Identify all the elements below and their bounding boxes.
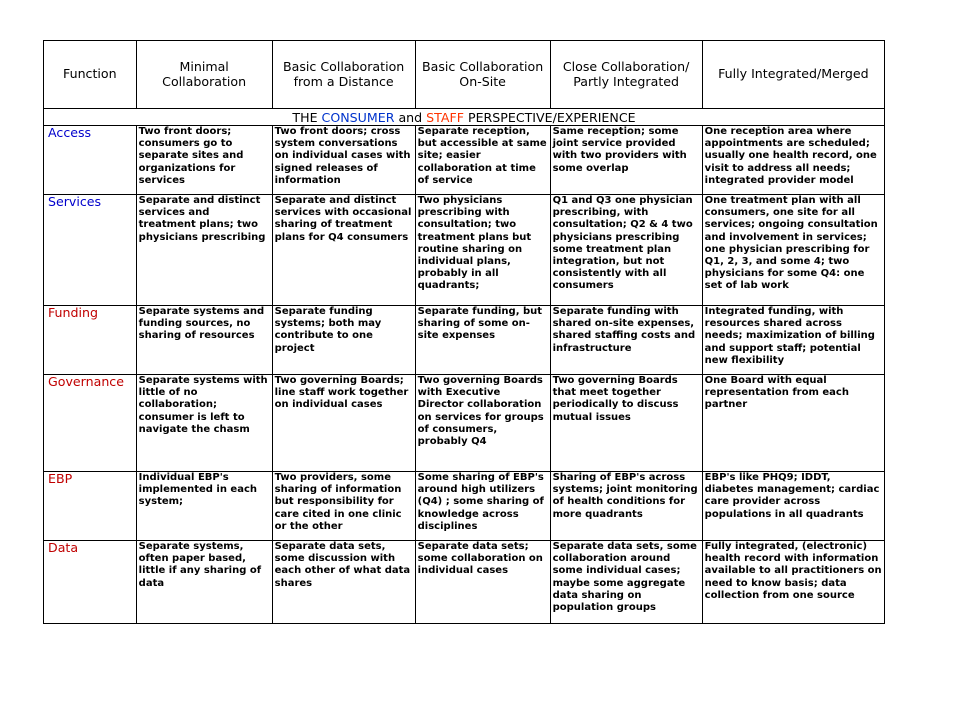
- table-cell: Integrated funding, with resources shared across needs; maximization of billing and support staff; potential new flexibility: [702, 306, 884, 375]
- table-cell: Separate funding with shared on-site expenses, shared staffing costs and infrastructure: [550, 306, 702, 375]
- table-cell: Separate reception, but accessible at same site; easier collaboration at time of service: [415, 126, 550, 195]
- perspective-staff: STAFF: [426, 109, 464, 125]
- table-cell: Separate funding, but sharing of some on-site expenses: [415, 306, 550, 375]
- perspective-suffix: PERSPECTIVE/EXPERIENCE: [463, 109, 636, 125]
- table-cell: One reception area where appointments are scheduled; usually one health record, one visit to address all needs; integrated provider model: [702, 126, 884, 195]
- perspective-consumer: CONSUMER: [321, 109, 395, 125]
- table-cell: Separate and distinct services with occasional sharing of treatment plans for Q4 consumers: [272, 195, 415, 306]
- table-cell: Separate data sets, some discussion with each other of what data shares: [272, 541, 415, 624]
- function-label: Governance: [44, 375, 137, 472]
- header-basic-onsite: Basic Collaboration On-Site: [415, 41, 550, 109]
- table-cell: Some sharing of EBP's around high utilizers (Q4) ; some sharing of knowledge across disciplines: [415, 472, 550, 541]
- table-cell: One treatment plan with all consumers, one site for all services; ongoing consultation and involvement in services; one physician prescribing for Q1, 2, 3, and some 4; two physicians for some Q4: one set of lab work: [702, 195, 884, 306]
- integration-table: [43, 40, 885, 624]
- table-cell: Separate data sets; some collaboration on individual cases: [415, 541, 550, 624]
- table-cell: Two governing Boards; line staff work together on individual cases: [272, 375, 415, 472]
- table-cell: Separate systems and funding sources, no sharing of resources: [136, 306, 272, 375]
- header-basic-distance: Basic Collaboration from a Distance: [272, 41, 415, 109]
- table-cell: Two front doors; cross system conversations on individual cases with signed releases of information: [272, 126, 415, 195]
- function-label: EBP: [44, 472, 137, 541]
- table-row-governance: [44, 375, 885, 472]
- table-cell: Separate systems, often paper based, little if any sharing of data: [136, 541, 272, 624]
- table-row-funding: [44, 306, 885, 375]
- table-cell: Two governing Boards with Executive Director collaboration on services for groups of consumers, probably Q4: [415, 375, 550, 472]
- function-label: Access: [44, 126, 137, 195]
- perspective-banner: [44, 109, 885, 126]
- table-cell: Two governing Boards that meet together periodically to discuss mutual issues: [550, 375, 702, 472]
- table-cell: EBP's like PHQ9; IDDT, diabetes management; cardiac care provider across populations in all quadrants: [702, 472, 884, 541]
- table-cell: Separate systems with little of no collaboration; consumer is left to navigate the chasm: [136, 375, 272, 472]
- table-cell: Q1 and Q3 one physician prescribing, with consultation; Q2 & 4 two physicians prescribing some treatment plan integration, but not consistently with all consumers: [550, 195, 702, 306]
- header-fully-integrated: Fully Integrated/Merged: [702, 41, 884, 109]
- table-cell: Two front doors; consumers go to separate sites and organizations for services: [136, 126, 272, 195]
- table-cell: Two physicians prescribing with consultation; two treatment plans but routine sharing on individual plans, probably in all quadrants;: [415, 195, 550, 306]
- header-function: Function: [44, 41, 137, 109]
- table-row-ebp: [44, 472, 885, 541]
- table-row-data: [44, 541, 885, 624]
- function-label: Data: [44, 541, 137, 624]
- table-cell: Same reception; some joint service provided with two providers with some overlap: [550, 126, 702, 195]
- table-cell: Separate data sets, some collaboration around some individual cases; maybe some aggregate data sharing on population groups: [550, 541, 702, 624]
- table-cell: Separate and distinct services and treatment plans; two physicians prescribing: [136, 195, 272, 306]
- header-close: Close Collaboration/ Partly Integrated: [550, 41, 702, 109]
- function-label: Services: [44, 195, 137, 306]
- table-cell: Separate funding systems; both may contribute to one project: [272, 306, 415, 375]
- table-cell: Sharing of EBP's across systems; joint monitoring of health conditions for more quadrants: [550, 472, 702, 541]
- table-row-access: [44, 126, 885, 195]
- perspective-prefix: THE: [292, 109, 322, 125]
- table-cell: Fully integrated, (electronic) health record with information available to all practitioners on need to know basis; data collection from one source: [702, 541, 884, 624]
- perspective-and: and: [394, 109, 427, 125]
- header-minimal: Minimal Collaboration: [136, 41, 272, 109]
- table-cell: Two providers, some sharing of information but responsibility for care cited in one clinic or the other: [272, 472, 415, 541]
- perspective-row: [44, 109, 885, 126]
- table-cell: Individual EBP's implemented in each system;: [136, 472, 272, 541]
- table-cell: One Board with equal representation from each partner: [702, 375, 884, 472]
- header-row: [44, 41, 885, 109]
- function-label: Funding: [44, 306, 137, 375]
- table-row-services: [44, 195, 885, 306]
